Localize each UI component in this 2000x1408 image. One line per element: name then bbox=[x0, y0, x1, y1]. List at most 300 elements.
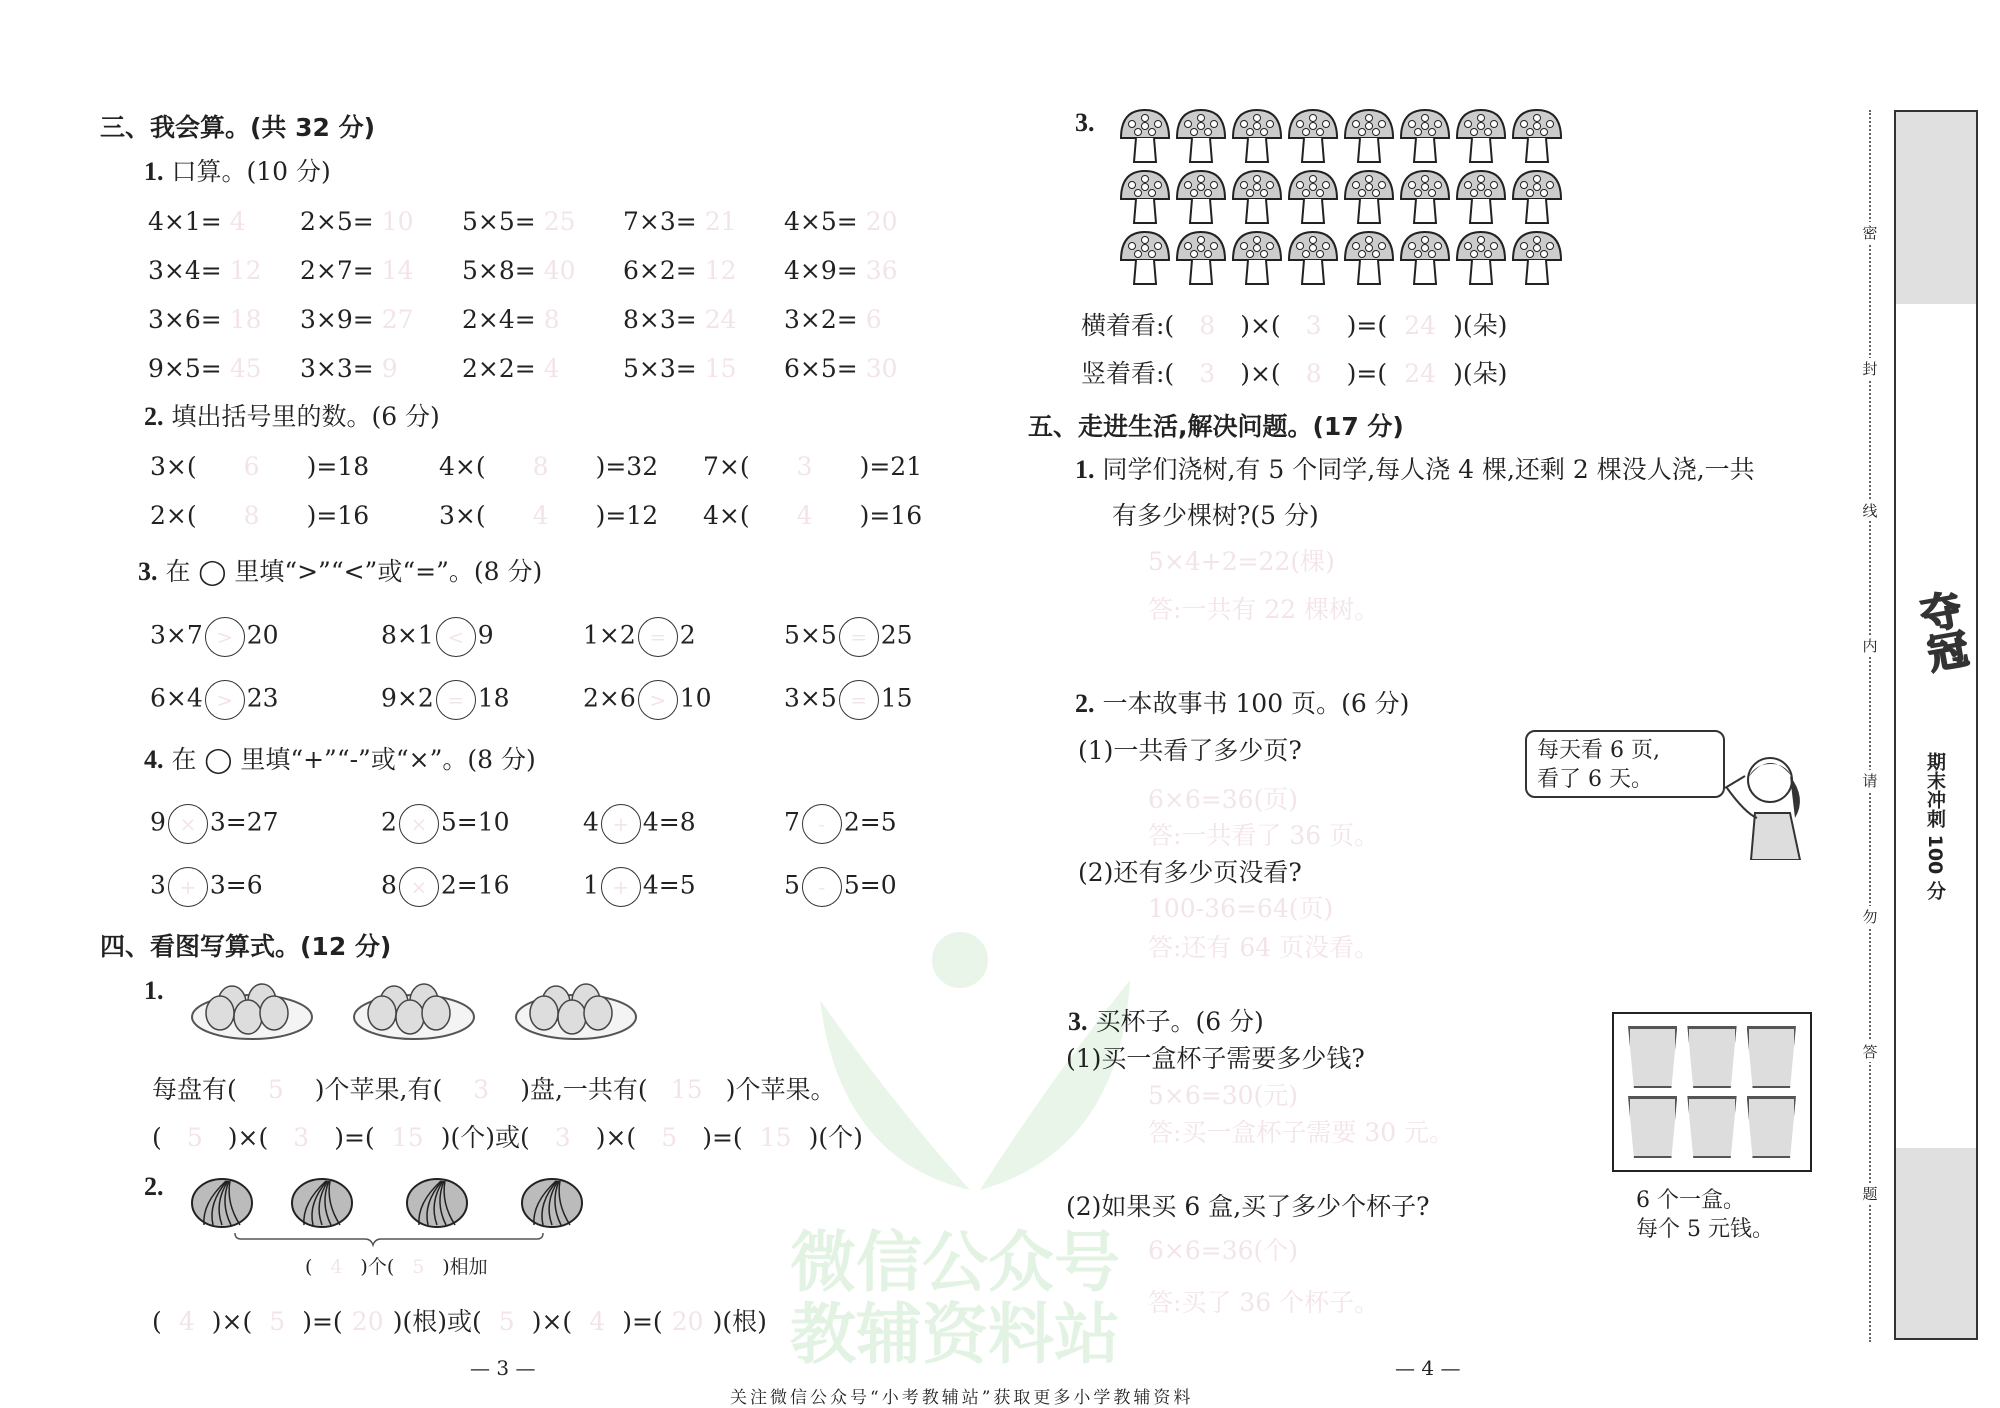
left-operand: 3×5 bbox=[784, 683, 837, 713]
answer-circle[interactable]: + bbox=[168, 867, 208, 907]
problem3-title: 买杯子。(6 分) bbox=[1095, 1007, 1264, 1036]
problem3-ans2-text: 答:买了 36 个杯子。 bbox=[1148, 1288, 1380, 1317]
brace-label bbox=[305, 1252, 488, 1279]
cup-icon bbox=[1747, 1096, 1796, 1158]
text-segment: )个苹果,有( bbox=[314, 1075, 443, 1104]
apple-icon bbox=[206, 996, 234, 1030]
blank-answer: 8 bbox=[1305, 359, 1322, 388]
bubble-line1: 每天看 6 页, bbox=[1537, 738, 1660, 763]
answer-circle[interactable]: < bbox=[436, 617, 476, 657]
problem2-title: 一本故事书 100 页。(6 分) bbox=[1102, 689, 1410, 718]
watermark-line2: 教辅资料站 bbox=[790, 1296, 1120, 1373]
problem3-sub1: (1)买一盒杯子需要多少钱? bbox=[1066, 1044, 1365, 1073]
watermark-line1: 微信公众号 bbox=[790, 1224, 1120, 1301]
seal-line-char: 勿 bbox=[1862, 908, 1878, 926]
expression: 2×5= bbox=[300, 207, 374, 236]
compare-item bbox=[583, 617, 696, 657]
answer-circle[interactable]: = bbox=[436, 680, 476, 720]
mental-math-item bbox=[623, 207, 737, 237]
text-segment: ( bbox=[305, 1256, 313, 1278]
operator-item bbox=[583, 804, 696, 844]
answer: 30 bbox=[865, 354, 898, 383]
expression: 4×9= bbox=[784, 256, 858, 285]
expression-suffix: )=12 bbox=[595, 501, 659, 530]
mental-math-item bbox=[300, 354, 398, 384]
right-part: 4=8 bbox=[642, 807, 696, 837]
mental-math-item bbox=[148, 207, 246, 237]
expression: 6×5= bbox=[784, 354, 858, 383]
answer: 14 bbox=[381, 256, 414, 285]
right-part: 5=10 bbox=[440, 807, 510, 837]
mental-math-item bbox=[462, 207, 576, 237]
text-segment: 每盘有( bbox=[152, 1075, 237, 1104]
fill-blank-item bbox=[703, 501, 922, 531]
fill-blank-item bbox=[150, 501, 369, 531]
text-segment: )(根) bbox=[712, 1307, 767, 1336]
right-part: 9 bbox=[477, 620, 494, 650]
answer-circle[interactable]: > bbox=[205, 680, 245, 720]
answer-circle[interactable]: - bbox=[802, 804, 842, 844]
problem2-ans1-calc: 6×6=36(页) bbox=[1148, 785, 1299, 814]
text-segment: )(根)或( bbox=[392, 1307, 482, 1336]
answer: 4 bbox=[543, 354, 560, 383]
compare-item bbox=[381, 617, 494, 657]
answer-circle[interactable]: + bbox=[601, 804, 641, 844]
apple-plate-icon bbox=[516, 984, 636, 1039]
text-segment: 竖着看:( bbox=[1081, 359, 1175, 388]
cup-caption-line1: 6 个一盒。 bbox=[1636, 1188, 1745, 1213]
blank-answer: 15 bbox=[391, 1123, 424, 1152]
problem1-number: 1. bbox=[1075, 455, 1095, 484]
q3-heading bbox=[138, 557, 542, 587]
answer-circle[interactable]: = bbox=[638, 617, 678, 657]
mental-math-item bbox=[623, 256, 737, 286]
left-operand: 3×7 bbox=[150, 620, 203, 650]
expression: 2×4= bbox=[462, 305, 536, 334]
answer: 8 bbox=[543, 305, 560, 334]
expression-suffix: )=16 bbox=[859, 501, 923, 530]
mushroom-icon bbox=[1345, 232, 1393, 284]
text-segment: )=( bbox=[334, 1123, 375, 1152]
picture-q1-number: 1. bbox=[144, 976, 164, 1005]
page-number-3: — 3 — bbox=[470, 1356, 536, 1380]
answer: 8 bbox=[532, 452, 549, 481]
answer: 24 bbox=[704, 305, 737, 334]
expression: 8×3= bbox=[623, 305, 697, 334]
blank-answer: 3 bbox=[554, 1123, 571, 1152]
apple-icon bbox=[530, 996, 558, 1030]
seal-line-char: 线 bbox=[1862, 502, 1878, 520]
mushroom-icon bbox=[1121, 171, 1169, 223]
text-segment: )×( bbox=[1240, 359, 1281, 388]
seal-dotted-line bbox=[1869, 110, 1871, 1342]
mushroom-icon bbox=[1513, 232, 1561, 284]
cup-icon bbox=[1747, 1026, 1796, 1088]
right-part: 2=16 bbox=[440, 870, 510, 900]
expression: 3×9= bbox=[300, 305, 374, 334]
bananas-equation bbox=[152, 1307, 767, 1337]
mental-math-item bbox=[148, 305, 262, 335]
mental-math-item bbox=[148, 354, 262, 384]
blank-answer: 24 bbox=[1404, 359, 1437, 388]
mushroom-icon bbox=[1457, 232, 1505, 284]
right-part: 2=5 bbox=[843, 807, 897, 837]
problem2-ans1-text: 答:一共看了 36 页。 bbox=[1148, 821, 1380, 850]
answer: 6 bbox=[243, 452, 260, 481]
text-segment: )×( bbox=[227, 1123, 269, 1152]
mental-math-item bbox=[784, 207, 898, 237]
mushroom-icon bbox=[1177, 171, 1225, 223]
text-segment: )盘,一共有( bbox=[520, 1075, 648, 1104]
q3-number: 3. bbox=[138, 557, 158, 586]
mushroom-icon bbox=[1401, 232, 1449, 284]
mushroom-icon bbox=[1289, 232, 1337, 284]
sidebar-title: 期末冲刺 100 分 bbox=[1924, 752, 1946, 900]
left-operand: 6×4 bbox=[150, 683, 203, 713]
mushroom-icon bbox=[1233, 232, 1281, 284]
text-segment: )=( bbox=[622, 1307, 663, 1336]
right-part: 3=6 bbox=[209, 870, 263, 900]
expression: 6×2= bbox=[623, 256, 697, 285]
answer: 27 bbox=[381, 305, 414, 334]
mental-math-item bbox=[462, 354, 560, 384]
mental-math-item bbox=[300, 305, 414, 335]
expression-prefix: 3×( bbox=[439, 501, 486, 530]
answer: 21 bbox=[704, 207, 737, 236]
problem1-answer-text: 答:一共有 22 棵树。 bbox=[1148, 595, 1380, 624]
blank-answer: 5 bbox=[186, 1123, 203, 1152]
left-operand: 2 bbox=[381, 807, 397, 837]
text-segment: )=( bbox=[1346, 311, 1388, 340]
sidebar-gray-bottom bbox=[1896, 1148, 1976, 1338]
left-operand: 8×1 bbox=[381, 620, 434, 650]
mental-math-item bbox=[784, 354, 898, 384]
mental-math-item bbox=[300, 256, 414, 286]
compare-item bbox=[583, 680, 712, 720]
apple-plates-illustration bbox=[190, 975, 650, 1045]
text-segment: 横着看:( bbox=[1081, 311, 1175, 340]
q4-title: 在 ◯ 里填“+”“-”或“×”。(8 分) bbox=[171, 745, 536, 774]
right-part: 5=0 bbox=[843, 870, 897, 900]
problem1-answer-calc: 5×4+2=22(棵) bbox=[1148, 547, 1335, 576]
expression: 5×5= bbox=[462, 207, 536, 236]
problem2-heading bbox=[1075, 689, 1409, 719]
fill-blank-item bbox=[439, 501, 658, 531]
expression: 3×3= bbox=[300, 354, 374, 383]
apples-sentence bbox=[152, 1075, 835, 1105]
answer: 4 bbox=[796, 501, 813, 530]
answer: 18 bbox=[229, 305, 262, 334]
expression-prefix: 7×( bbox=[703, 452, 750, 481]
expression: 4×5= bbox=[784, 207, 858, 236]
q2-number: 2. bbox=[144, 402, 164, 431]
text-segment: )=( bbox=[702, 1123, 743, 1152]
problem1-line2: 有多少棵树?(5 分) bbox=[1112, 501, 1319, 530]
expression: 2×7= bbox=[300, 256, 374, 285]
left-operand: 2×6 bbox=[583, 683, 636, 713]
answer: 3 bbox=[796, 452, 813, 481]
answer-circle[interactable]: × bbox=[399, 867, 439, 907]
fill-blank-item bbox=[703, 452, 922, 482]
bananas-illustration bbox=[190, 1175, 610, 1250]
left-operand: 4 bbox=[583, 807, 599, 837]
left-operand: 9 bbox=[150, 807, 166, 837]
problem2-sub1: (1)一共看了多少页? bbox=[1078, 736, 1302, 765]
seal-line-char: 请 bbox=[1862, 772, 1878, 790]
expression-suffix: )=21 bbox=[859, 452, 923, 481]
text-segment: ( bbox=[152, 1123, 162, 1152]
problem1-line1 bbox=[1075, 455, 1755, 485]
apple-icon bbox=[396, 1000, 424, 1034]
expression: 3×2= bbox=[784, 305, 858, 334]
compare-item bbox=[784, 680, 913, 720]
operator-item bbox=[583, 867, 696, 907]
problem3-ans2-calc: 6×6=36(个) bbox=[1148, 1236, 1299, 1265]
cup-icon bbox=[1687, 1026, 1736, 1088]
q2-heading bbox=[144, 402, 440, 432]
apple-plate-icon bbox=[192, 984, 312, 1039]
answer: 6 bbox=[865, 305, 882, 334]
blank-answer: 5 bbox=[269, 1307, 286, 1336]
answer: 15 bbox=[704, 354, 737, 383]
mental-math-item bbox=[148, 256, 262, 286]
answer: 8 bbox=[243, 501, 260, 530]
left-operand: 5×5 bbox=[784, 620, 837, 650]
apple-plate-icon bbox=[354, 984, 474, 1039]
answer-circle[interactable]: + bbox=[601, 867, 641, 907]
section5-heading: 五、走进生活,解决问题。(17 分) bbox=[1028, 412, 1404, 441]
left-operand: 7 bbox=[784, 807, 800, 837]
compare-item bbox=[381, 680, 510, 720]
blank-answer: 4 bbox=[178, 1307, 195, 1336]
mental-math-item bbox=[462, 256, 576, 286]
answer-circle[interactable]: = bbox=[839, 680, 879, 720]
fill-blank-item bbox=[150, 452, 369, 482]
expression-suffix: )=18 bbox=[306, 452, 370, 481]
answer: 4 bbox=[532, 501, 549, 530]
blank-answer: 5 bbox=[267, 1075, 284, 1104]
expression-prefix: 4×( bbox=[703, 501, 750, 530]
left-operand: 3 bbox=[150, 870, 166, 900]
mushroom-icon bbox=[1345, 110, 1393, 162]
answer-circle[interactable]: × bbox=[399, 804, 439, 844]
brand-logo: 夺冠 bbox=[1911, 587, 1971, 675]
mental-math-item bbox=[784, 256, 898, 286]
compare-item bbox=[784, 617, 913, 657]
answer: 36 bbox=[865, 256, 898, 285]
mushroom-icon bbox=[1177, 110, 1225, 162]
cup-box-illustration bbox=[1612, 1012, 1812, 1172]
mushroom-icon bbox=[1121, 110, 1169, 162]
apple-icon bbox=[584, 996, 612, 1030]
blank-answer: 3 bbox=[1305, 311, 1322, 340]
problem2-sub2: (2)还有多少页没看? bbox=[1078, 858, 1302, 887]
sidebar-gray-top bbox=[1896, 112, 1976, 304]
sidebar-panel bbox=[1894, 110, 1978, 1340]
operator-item bbox=[381, 804, 510, 844]
expression: 3×6= bbox=[148, 305, 222, 334]
right-part: 3=27 bbox=[209, 807, 279, 837]
answer: 40 bbox=[543, 256, 576, 285]
left-operand: 9×2 bbox=[381, 683, 434, 713]
answer: 12 bbox=[704, 256, 737, 285]
blank-answer: 20 bbox=[351, 1307, 384, 1336]
left-operand: 8 bbox=[381, 870, 397, 900]
banana-bunch-icon bbox=[522, 1179, 582, 1227]
blank-answer: 15 bbox=[670, 1075, 703, 1104]
right-part: 4=5 bbox=[642, 870, 696, 900]
operator-item bbox=[150, 804, 279, 844]
problem3-heading bbox=[1068, 1007, 1264, 1037]
seal-line-char: 封 bbox=[1862, 360, 1878, 378]
vertical-equation bbox=[1081, 359, 1507, 389]
cup-caption bbox=[1636, 1186, 1774, 1244]
mental-math-item bbox=[623, 354, 737, 384]
bubble-line2: 看了 6 天。 bbox=[1537, 767, 1653, 792]
blank-answer: 4 bbox=[330, 1256, 343, 1278]
blank-answer: 24 bbox=[1404, 311, 1437, 340]
answer: 12 bbox=[229, 256, 262, 285]
left-operand: 1 bbox=[583, 870, 599, 900]
expression: 5×3= bbox=[623, 354, 697, 383]
expression-prefix: 3×( bbox=[150, 452, 197, 481]
right-part: 2 bbox=[679, 620, 696, 650]
answer-circle[interactable]: = bbox=[839, 617, 879, 657]
answer: 25 bbox=[543, 207, 576, 236]
mushroom-icon bbox=[1177, 232, 1225, 284]
girl-illustration bbox=[1715, 748, 1810, 860]
blank-answer: 3 bbox=[293, 1123, 310, 1152]
mushroom-icon bbox=[1233, 110, 1281, 162]
text-segment: ( bbox=[152, 1307, 162, 1336]
mushroom-icon bbox=[1513, 171, 1561, 223]
right-part: 10 bbox=[679, 683, 712, 713]
mushroom-icon bbox=[1345, 171, 1393, 223]
q3-title: 在 ◯ 里填“>”“<”或“=”。(8 分) bbox=[165, 557, 543, 586]
mushroom-icon bbox=[1289, 110, 1337, 162]
text-segment: )个( bbox=[360, 1256, 395, 1278]
mushroom-array-illustration bbox=[1118, 108, 1573, 293]
text-segment: )×( bbox=[595, 1123, 637, 1152]
problem2-ans2-calc: 100-36=64(页) bbox=[1148, 894, 1334, 923]
mental-math-item bbox=[784, 305, 882, 335]
cup-icon bbox=[1628, 1026, 1677, 1088]
q1-number: 1. bbox=[144, 157, 164, 186]
answer-circle[interactable]: × bbox=[168, 804, 208, 844]
q1-heading bbox=[144, 157, 331, 187]
answer: 45 bbox=[229, 354, 262, 383]
expression: 5×8= bbox=[462, 256, 536, 285]
compare-item bbox=[150, 617, 279, 657]
text-segment: )(个) bbox=[808, 1123, 863, 1152]
apples-equation bbox=[152, 1123, 863, 1153]
banana-bunch-icon bbox=[192, 1179, 252, 1227]
q4-number: 4. bbox=[144, 745, 164, 774]
answer-circle[interactable]: > bbox=[205, 617, 245, 657]
operator-item bbox=[150, 867, 263, 907]
mushroom-q-number: 3. bbox=[1075, 108, 1095, 137]
operator-item bbox=[784, 867, 897, 907]
expression-suffix: )=16 bbox=[306, 501, 370, 530]
blank-answer: 3 bbox=[473, 1075, 490, 1104]
page-number-4: — 4 — bbox=[1395, 1356, 1461, 1380]
right-part: 18 bbox=[477, 683, 510, 713]
seal-line-char: 内 bbox=[1862, 637, 1878, 655]
problem2-ans2-text: 答:还有 64 页没看。 bbox=[1148, 933, 1380, 962]
picture-q2-number: 2. bbox=[144, 1172, 164, 1201]
right-part: 20 bbox=[246, 620, 279, 650]
answer-circle[interactable]: > bbox=[638, 680, 678, 720]
problem3-ans1-calc: 5×6=30(元) bbox=[1148, 1081, 1299, 1110]
right-part: 15 bbox=[880, 683, 913, 713]
mental-math-item bbox=[623, 305, 737, 335]
text-segment: )×( bbox=[211, 1307, 253, 1336]
answer: 10 bbox=[381, 207, 414, 236]
apple-icon bbox=[368, 996, 396, 1030]
mushroom-icon bbox=[1457, 110, 1505, 162]
expression: 9×5= bbox=[148, 354, 222, 383]
problem3-sub2: (2)如果买 6 盒,买了多少个杯子? bbox=[1066, 1192, 1430, 1221]
expression: 2×2= bbox=[462, 354, 536, 383]
text-segment: )个苹果。 bbox=[725, 1075, 836, 1104]
left-operand: 1×2 bbox=[583, 620, 636, 650]
mushroom-icon bbox=[1401, 171, 1449, 223]
blank-answer: 4 bbox=[589, 1307, 606, 1336]
horizontal-equation bbox=[1081, 311, 1507, 341]
mental-math-item bbox=[300, 207, 414, 237]
cup-icon bbox=[1687, 1096, 1736, 1158]
problem3-number: 3. bbox=[1068, 1007, 1088, 1036]
banana-bunch-icon bbox=[407, 1179, 467, 1227]
answer: 20 bbox=[865, 207, 898, 236]
blank-answer: 20 bbox=[671, 1307, 704, 1336]
seal-line-char: 密 bbox=[1862, 224, 1878, 242]
expression-prefix: 2×( bbox=[150, 501, 197, 530]
cup-caption-line2: 每个 5 元钱。 bbox=[1636, 1217, 1774, 1242]
q4-heading bbox=[144, 745, 536, 775]
blank-answer: 5 bbox=[661, 1123, 678, 1152]
text-segment: )相加 bbox=[442, 1256, 488, 1278]
text-segment: )(个)或( bbox=[440, 1123, 530, 1152]
answer: 9 bbox=[381, 354, 398, 383]
footer-note: 关注微信公众号“小考教辅站”获取更多小学教辅资料 bbox=[730, 1388, 1194, 1408]
brace bbox=[235, 1233, 543, 1245]
blank-answer: 5 bbox=[498, 1307, 515, 1336]
mushroom-icon bbox=[1289, 171, 1337, 223]
section4-heading: 四、看图写算式。(12 分) bbox=[100, 932, 392, 961]
text-segment: )×( bbox=[1240, 311, 1281, 340]
fill-blank-item bbox=[439, 452, 658, 482]
expression: 4×1= bbox=[148, 207, 222, 236]
answer: 4 bbox=[229, 207, 246, 236]
mushroom-icon bbox=[1121, 232, 1169, 284]
compare-item bbox=[150, 680, 279, 720]
right-part: 23 bbox=[246, 683, 279, 713]
mushroom-icon bbox=[1233, 171, 1281, 223]
mushroom-icon bbox=[1457, 171, 1505, 223]
apple-icon bbox=[422, 996, 450, 1030]
speech-bubble bbox=[1525, 730, 1725, 798]
answer-circle[interactable]: - bbox=[802, 867, 842, 907]
q1-title: 口算。(10 分) bbox=[171, 157, 331, 186]
mushroom-icon bbox=[1401, 110, 1449, 162]
cup-icon bbox=[1628, 1096, 1677, 1158]
text-segment: )×( bbox=[531, 1307, 573, 1336]
problem3-ans1-text: 答:买一盒杯子需要 30 元。 bbox=[1148, 1118, 1455, 1147]
left-operand: 5 bbox=[784, 870, 800, 900]
expression: 3×4= bbox=[148, 256, 222, 285]
text-segment: )(朵) bbox=[1453, 311, 1508, 340]
